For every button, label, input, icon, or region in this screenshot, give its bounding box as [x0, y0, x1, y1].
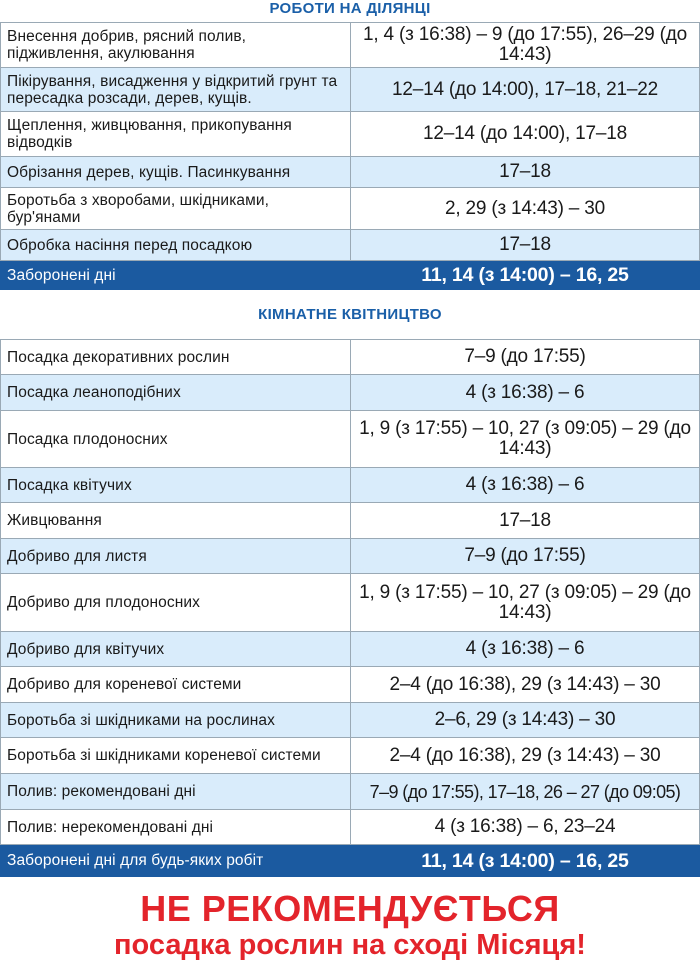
- row-value: 2–6, 29 (з 14:43) – 30: [351, 703, 700, 738]
- row-value: 2–4 (до 16:38), 29 (з 14:43) – 30: [351, 738, 700, 774]
- row-label: Боротьба зі шкідниками кореневої системи: [1, 738, 351, 774]
- row-label: Обрізання дерев, кущів. Пасинкування: [1, 157, 351, 188]
- table-row: [1, 375, 700, 411]
- row-value: 7–9 (до 17:55): [351, 539, 700, 574]
- table-row: [1, 738, 700, 774]
- row-value: 17–18: [351, 230, 700, 261]
- table-row: [1, 157, 700, 188]
- banned-days-label: Заборонені дні для будь-яких робіт: [1, 845, 351, 877]
- row-label: Добриво для листя: [1, 539, 351, 574]
- row-value: 1, 9 (з 17:55) – 10, 27 (з 09:05) – 29 (до 14:43): [351, 411, 700, 468]
- table-row: [1, 539, 700, 574]
- table-row: [1, 810, 700, 845]
- row-label: Посадка плодоносних: [1, 411, 351, 468]
- row-label: Полив: нерекомендовані дні: [1, 810, 351, 845]
- row-value: 2, 29 (з 14:43) – 30: [351, 188, 700, 230]
- row-value: 4 (з 16:38) – 6: [351, 632, 700, 667]
- row-value: 2–4 (до 16:38), 29 (з 14:43) – 30: [351, 667, 700, 703]
- table-row: [1, 340, 700, 375]
- row-label: Посадка леаноподібних: [1, 375, 351, 411]
- row-label: Добриво для квітучих: [1, 632, 351, 667]
- row-label: Щеплення, живцювання, прикопування відводків: [1, 112, 351, 157]
- row-label: Посадка квітучих: [1, 468, 351, 503]
- row-value: 7–9 (до 17:55), 17–18, 26 – 27 (до 09:05): [351, 774, 700, 810]
- row-value: 4 (з 16:38) – 6: [351, 468, 700, 503]
- table-row: [1, 632, 700, 667]
- banned-days-row: [1, 261, 700, 290]
- row-label: Живцювання: [1, 503, 351, 539]
- row-label: Добриво для кореневої системи: [1, 667, 351, 703]
- banned-days-row: [1, 845, 700, 877]
- row-value: 4 (з 16:38) – 6, 23–24: [351, 810, 700, 845]
- table-row: [1, 230, 700, 261]
- table-row: [1, 411, 700, 468]
- table-row: [1, 503, 700, 539]
- warning-headline: НЕ РЕКОМЕНДУЄТЬСЯ: [140, 888, 560, 929]
- table-row: [1, 23, 700, 68]
- row-label: Пікірування, висадження у відкритий грунт та пересадка розсади, дерев, кущів.: [1, 68, 351, 112]
- banned-days-label: Заборонені дні: [1, 261, 351, 290]
- row-label: Обробка насіння перед посадкою: [1, 230, 351, 261]
- section-title-indoor: КІМНАТНЕ КВІТНИЦТВО: [258, 306, 442, 323]
- table-row: [1, 703, 700, 738]
- garden-works-table: [0, 22, 700, 290]
- row-value: 4 (з 16:38) – 6: [351, 375, 700, 411]
- table-row: [1, 112, 700, 157]
- row-value: 12–14 (до 14:00), 17–18, 21–22: [351, 68, 700, 112]
- row-label: Внесення добрив, рясний полив, підживлення, акулювання: [1, 23, 351, 68]
- row-value: 1, 9 (з 17:55) – 10, 27 (з 09:05) – 29 (до 14:43): [351, 574, 700, 632]
- row-label: Полив: рекомендовані дні: [1, 774, 351, 810]
- row-value: 17–18: [351, 503, 700, 539]
- moonrise-warning: [0, 890, 700, 962]
- table-row: [1, 468, 700, 503]
- row-value: 17–18: [351, 157, 700, 188]
- row-value: 7–9 (до 17:55): [351, 340, 700, 375]
- row-label: Боротьба з хворобами, шкідниками, бур'янами: [1, 188, 351, 230]
- table-row: [1, 667, 700, 703]
- table-row: [1, 574, 700, 632]
- table-row: [1, 68, 700, 112]
- row-label: Добриво для плодоносних: [1, 574, 351, 632]
- banned-days-value: 11, 14 (з 14:00) – 16, 25: [351, 845, 700, 877]
- table-row: [1, 774, 700, 810]
- row-label: Боротьба зі шкідниками на рослинах: [1, 703, 351, 738]
- banned-days-value: 11, 14 (з 14:00) – 16, 25: [351, 261, 700, 290]
- row-label: Посадка декоративних рослин: [1, 340, 351, 375]
- indoor-floriculture-table: [0, 339, 700, 877]
- table-row: [1, 188, 700, 230]
- row-value: 12–14 (до 14:00), 17–18: [351, 112, 700, 157]
- warning-subline: посадка рослин на сході Місяця!: [114, 929, 586, 961]
- row-value: 1, 4 (з 16:38) – 9 (до 17:55), 26–29 (до 14:43): [351, 23, 700, 68]
- section-title-garden: РОБОТИ НА ДІЛЯНЦІ: [269, 0, 431, 17]
